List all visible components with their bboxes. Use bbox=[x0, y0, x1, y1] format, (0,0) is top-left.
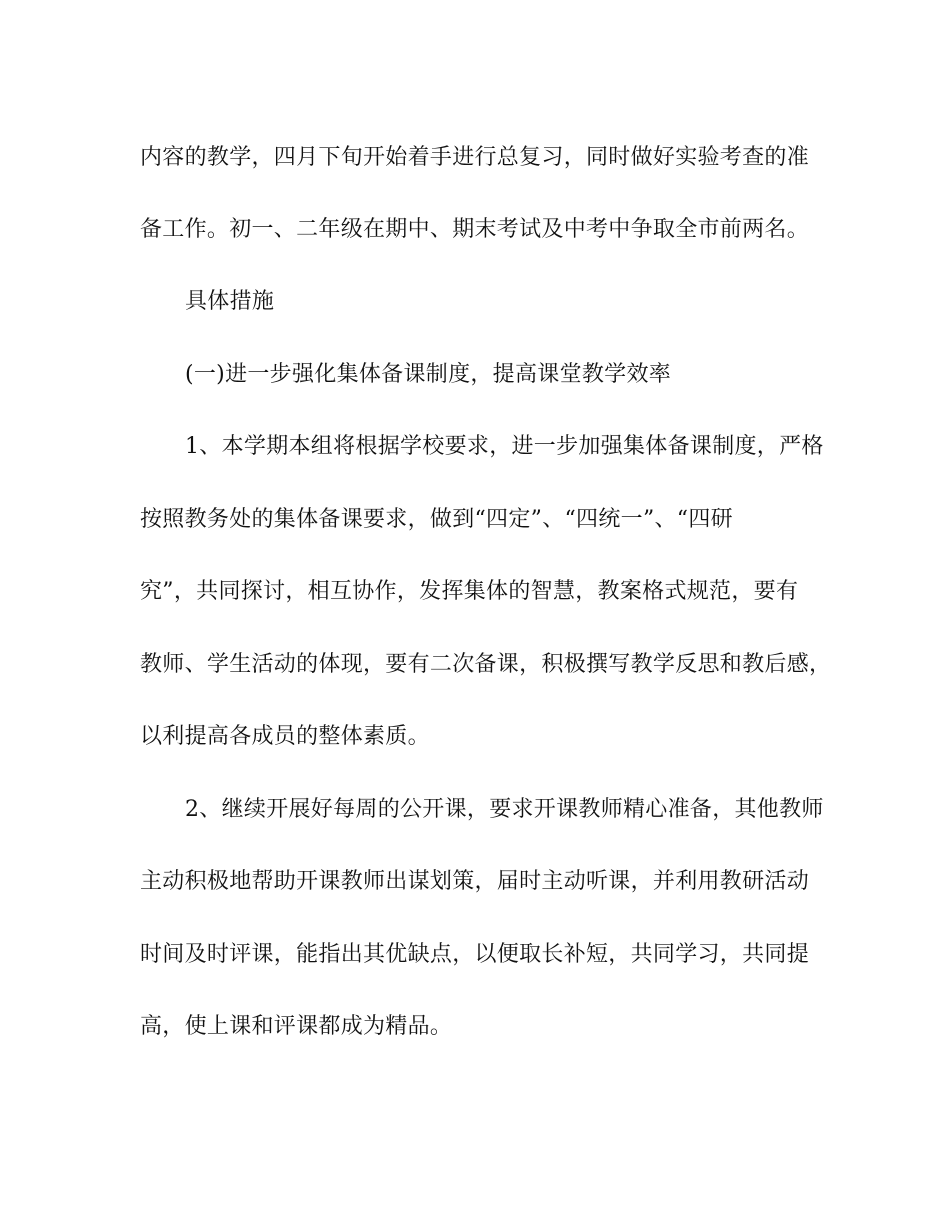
paragraph-2-line-3: 时间及时评课，能指出其优缺点，以便取长补短，共同学习，共同提 bbox=[140, 942, 810, 967]
paragraph-1-line-1: 1、本学期本组将根据学校要求，进一步加强集体备课制度，严格 bbox=[185, 434, 824, 459]
text-line-1: 内容的教学，四月下旬开始着手进行总复习，同时做好实验考查的准 bbox=[140, 145, 810, 170]
paragraph-1-line-2: 按照教务处的集体备课要求，做到“四定”、“四统一”、“四研 bbox=[140, 507, 733, 532]
paragraph-2-line-2: 主动积极地帮助开课教师出谋划策，届时主动听课，并利用教研活动 bbox=[140, 869, 810, 894]
section-heading: 具体措施 bbox=[185, 289, 275, 314]
paragraph-1-line-4: 教师、学生活动的体现，要有二次备课，积极撰写教学反思和教后感， bbox=[140, 652, 832, 677]
paragraph-1-line-5: 以利提高各成员的整体素质。 bbox=[140, 724, 430, 749]
paragraph-2-line-1: 2、继续开展好每周的公开课，要求开课教师精心准备，其他教师 bbox=[185, 797, 824, 822]
subsection-heading: (一)进一步强化集体备课制度，提高课堂教学效率 bbox=[185, 362, 672, 387]
paragraph-1-line-3: 究”，共同探讨，相互协作，发挥集体的智慧，教案格式规范，要有 bbox=[140, 579, 799, 604]
paragraph-2-line-4: 高，使上课和评课都成为精品。 bbox=[140, 1014, 453, 1039]
text-line-2: 备工作。初一、二年级在期中、期末考试及中考中争取全市前两名。 bbox=[140, 217, 810, 242]
